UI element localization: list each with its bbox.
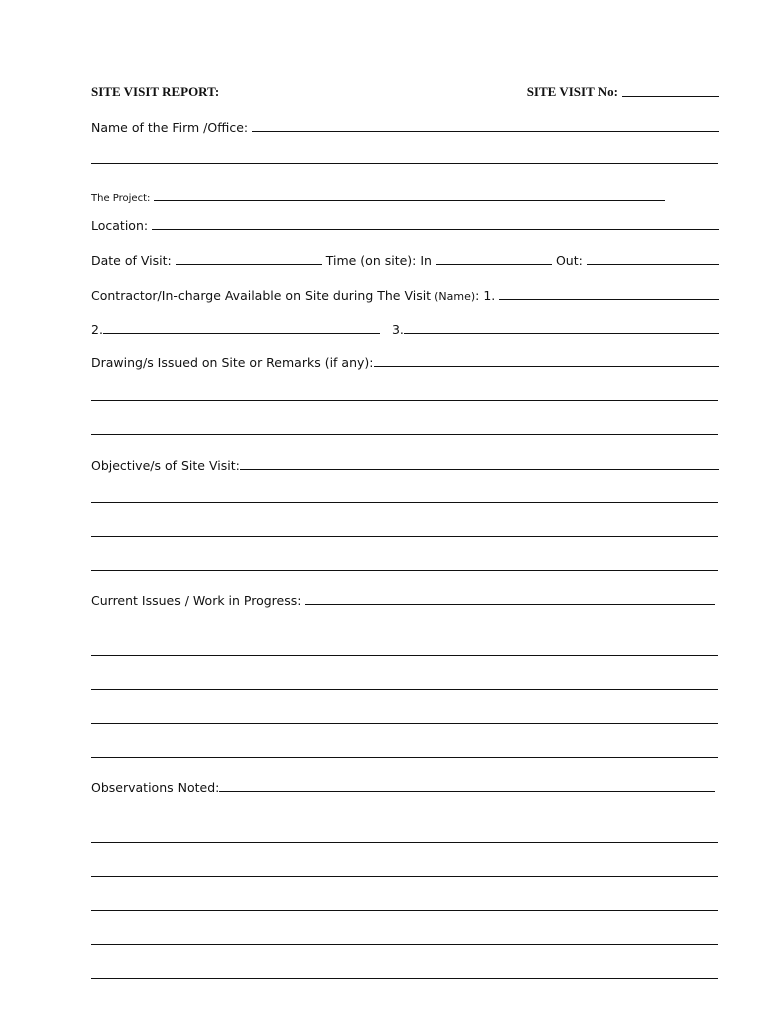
contractor-row-2 (91, 317, 719, 337)
issues-line[interactable] (91, 689, 718, 690)
header-row (91, 80, 719, 100)
project-label: The Project: (91, 193, 151, 204)
firm-label: Name of the Firm /Office: (91, 120, 249, 135)
issues-line[interactable] (91, 655, 718, 656)
drawings-line[interactable] (91, 434, 718, 435)
contractor-two-field[interactable] (103, 333, 380, 334)
objectives-field[interactable] (240, 469, 719, 470)
contractor-three-field[interactable] (404, 333, 719, 334)
project-row (91, 184, 665, 204)
time-in-field[interactable] (436, 264, 552, 265)
issues-line[interactable] (91, 723, 718, 724)
location-label: Location: (91, 218, 149, 233)
date-label: Date of Visit: (91, 253, 172, 268)
objectives-row (91, 453, 719, 473)
objectives-label: Objective/s of Site Visit: (91, 458, 240, 473)
firm-field[interactable] (252, 131, 719, 132)
drawings-row (91, 350, 719, 370)
time-out-field[interactable] (587, 264, 719, 265)
project-field[interactable] (154, 200, 665, 201)
date-field[interactable] (176, 264, 322, 265)
observations-label: Observations Noted: (91, 780, 220, 795)
observations-line[interactable] (91, 910, 718, 911)
report-title: SITE VISIT REPORT: (91, 84, 220, 99)
drawings-field[interactable] (374, 366, 720, 367)
contractor-one-label: : 1. (475, 288, 496, 303)
observations-line[interactable] (91, 944, 718, 945)
objectives-line[interactable] (91, 570, 718, 571)
visit-number-label: SITE VISIT No: (526, 84, 618, 99)
observations-line[interactable] (91, 842, 718, 843)
observations-row (91, 775, 715, 795)
contractor-two-label: 2. (91, 322, 103, 337)
firm-row (91, 115, 719, 135)
contractor-name-label: (Name) (434, 290, 476, 303)
visit-number-field[interactable] (622, 96, 719, 97)
date-time-row (91, 248, 719, 268)
contractor-label: Contractor/In-charge Available on Site during The Visit (91, 288, 432, 303)
location-field[interactable] (152, 229, 719, 230)
firm-field-continued[interactable] (91, 163, 718, 164)
issues-row (91, 588, 715, 608)
contractor-one-field[interactable] (499, 299, 719, 300)
contractor-three-label: 3. (391, 322, 404, 337)
objectives-line[interactable] (91, 502, 718, 503)
time-in-label: Time (on site): In (325, 253, 432, 268)
issues-field[interactable] (305, 604, 715, 605)
observations-line[interactable] (91, 876, 718, 877)
observations-line[interactable] (91, 978, 718, 979)
location-row (91, 213, 719, 233)
issues-line[interactable] (91, 757, 718, 758)
observations-field[interactable] (219, 791, 715, 792)
objectives-line[interactable] (91, 536, 718, 537)
issues-label: Current Issues / Work in Progress: (91, 593, 302, 608)
drawings-line[interactable] (91, 400, 718, 401)
time-out-label: Out: (555, 253, 583, 268)
contractor-row (91, 283, 719, 303)
drawings-label: Drawing/s Issued on Site or Remarks (if any): (91, 355, 374, 370)
